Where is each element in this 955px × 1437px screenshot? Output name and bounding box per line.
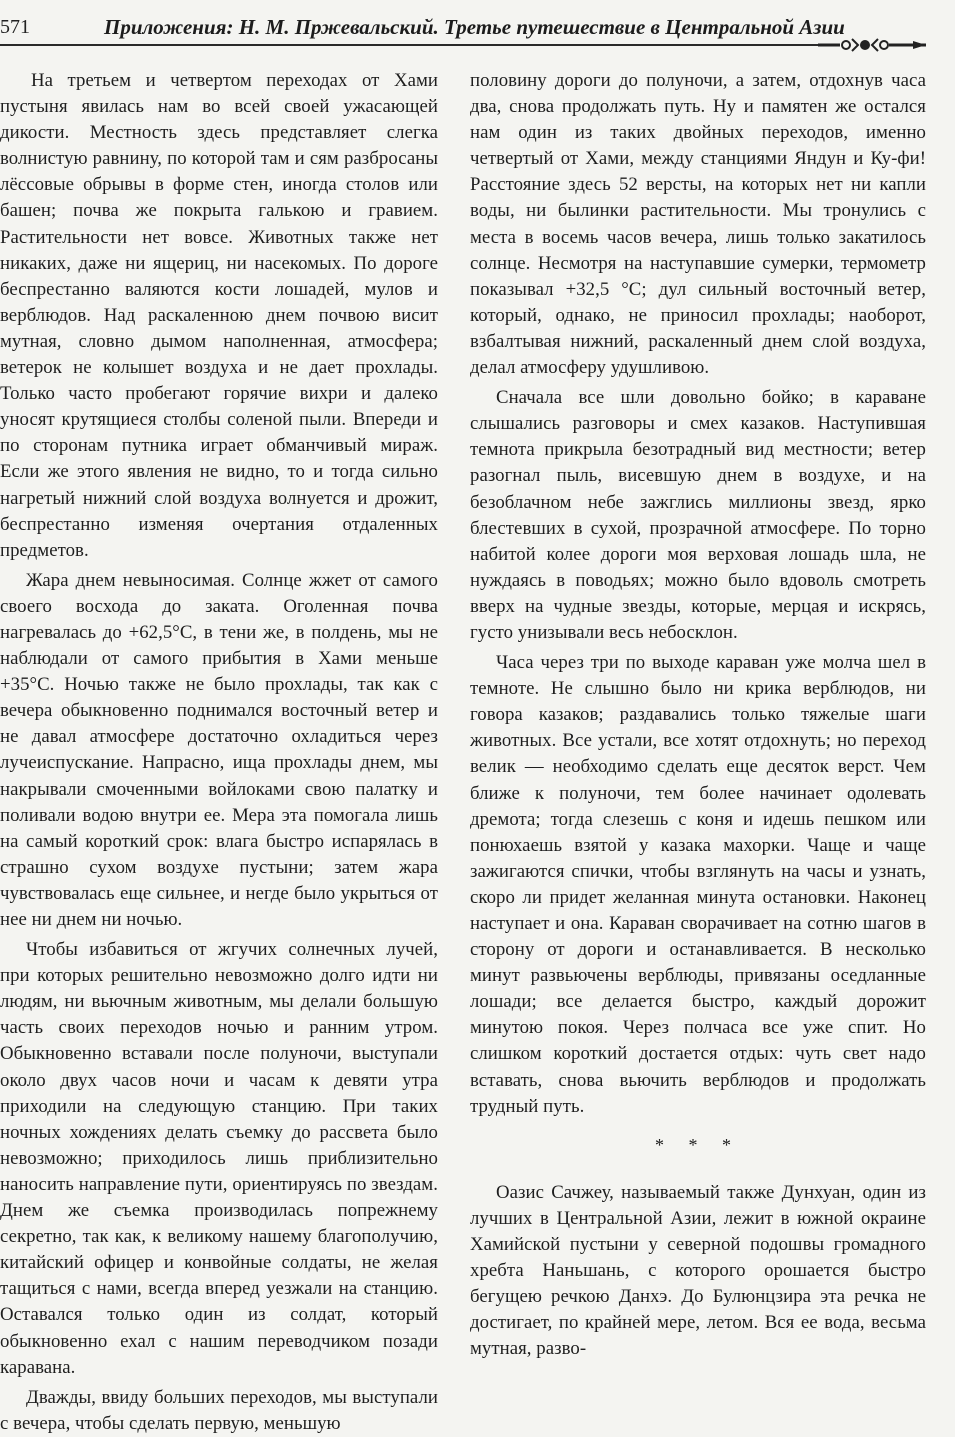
right-column	[470, 68, 926, 1362]
page-header	[0, 0, 955, 58]
running-title: Приложения: Н. М. Пржевальский. Третье путешествие в Центральной Азии	[104, 15, 845, 39]
header-rule	[0, 44, 820, 46]
decorative-ornament-icon	[818, 34, 928, 56]
paragraph: Сначала все шли довольно бойко; в караване слышались разговоры и смех казаков. Наступившая темнота прикрыла безотрадный вид местности; ветер разогнал пыль, висевшую днем в воздухе, и на безоблачном небе зажглись миллионы звезд, ярко блестевших в сухой, прозрачной атмосфере. По торно набитой колее дороги моя верховая лошадь шла, не нуждаясь в поводьях; можно было вдоволь смотреть вверх на чудные звезды, которые, мерцая и искрясь, густо унизывали весь небосклон.	[470, 387, 926, 643]
left-column	[0, 68, 438, 1437]
page-number: 571	[0, 16, 30, 38]
paragraph: Часа через три по выходе караван уже молча шел в темноте. Не слышно было ни крика верблюдов, ни говора казаков; раздавались только тяжелые шаги животных. Все устали, все хотят отдохнуть; но переход велик — необходимо сделать еще десяток верст. Чем ближе к полуночи, тем более начинает одолевать дремота; тогда слезешь с коня и идешь пешком или понюхаешь взятой у казака махорки. Чаще и чаще зажигаются спички, чтобы взглянуть на часы и узнать, скоро ли придет желанная минута остановки. Наконец наступает и она. Караван сворачивает на сотню шагов в сторону от дороги и останавливается. В несколько минут развьючены верблюды, привязаны оседланные лошади; все делается быстро, каждый дорожит минутою покоя. Через полчаса все уже спит. Но слишком короткий достается отдых: чуть свет надо вставать, снова вьючить верблюдов и продолжать трудный путь.	[470, 652, 926, 1117]
paragraph: Жара днем невыносимая. Солнце жжет от самого своего восхода до заката. Оголенная почва нагревалась до +62,5°C, в тени же, в полдень, мы не наблюдали от самого прибытия в Хами меньше +35°C. Ночью также не было прохлады, так как с вечера обыкновенно поднимался восточный ветер и не давал атмосфере достаточно охладиться через лучеиспускание. Напрасно, ища прохлады днем, мы накрывали смоченными войлоками свою палатку и поливали водою внутри ее. Мера эта помогала лишь на самый короткий срок: влага быстро испарялась в страшно сухом воздухе пустыни; затем жара чувствовалась еще сильнее, и негде было укрыться от нее ни днем ни ночью.	[0, 569, 438, 930]
paragraph: Оазис Сачжеу, называемый также Дунхуан, один из лучших в Центральной Азии, лежит в южной окраине Хамийской пустыни у северной подошвы громадного хребта Наньшань, с которого орошается быстро бегущею речкою Данхэ. До Булюнцзира эта речка не достигает, по крайней мере, летом. Вся ее вода, весьма мутная, разво-	[470, 1181, 926, 1360]
paragraph: Чтобы избавиться от жгучих солнечных лучей, при которых решительно невозможно долго идти ни людям, ни вьючным животным, мы делали большую часть своих переходов ночью и ранним утром. Обыкновенно вставали после полуночи, выступали около двух часов ночи и часам к девяти утра приходили на следующую станцию. При таких ночных хождениях делать съемку до рассвета было невозможно; приходилось лишь приблизительно наносить направление пути, ориентируясь по звездам. Днем же съемка производилась попрежнему секретно, так как, к великому нашему благополучию, китайский офицер и конвойные солдаты, не желая тащиться с нами, всегда вперед уезжали на станцию. Оставался только один из солдат, который обыкновенно ехал с нашим переводчиком позади каравана.	[0, 939, 438, 1378]
paragraph: половину дороги до полуночи, а затем, отдохнув часа два, снова продолжать путь. Ну и памятен же остался нам один из таких двойных переходов, именно четвертый от Хами, между станциями Яндун и Ку-фи! Расстояние здесь 52 версты, на которых нет ни капли воды, ни былинки растительности. Мы тронулись с места в восемь часов вечера, лишь только закатилось солнце. Несмотря на наступавшие сумерки, термометр показывал +32,5 °C; дул сильный восточный ветер, который, однако, не приносил прохлады; наоборот, взбалтывая нижний, раскаленный днем слой воздуха, делал атмосферу удушливою.	[470, 70, 926, 379]
section-separator: * * *	[655, 1134, 741, 1155]
paragraph: На третьем и четвертом переходах от Хами пустыня явилась нам во всей своей ужасающей дикости. Местность здесь представляет слегка волнистую равнину, по которой там и сям разбросаны лёссовые обрывы в форме стен, иногда столов или башен; почва же покрыта галькою и гравием. Растительности нет вовсе. Животных также нет никаких, даже ни ящериц, ни насекомых. По дороге беспрестанно валяются кости лошадей, мулов и верблюдов. Над раскаленною днем почвою висит мутная, словно дымом наполненная, атмосфера; ветерок не колышет воздуха и не дает прохлады. Только часто пробегают горячие вихри и далеко уносят крутящиеся столбы соленой пыли. Впереди и по сторонам путника играет обманчивый мираж. Если же этого явления не видно, то и тогда сильно нагретый нижний слой воздуха волнуется и дрожит, беспрестанно изменяя очертания отдаленных предметов.	[0, 70, 438, 561]
paragraph: Дважды, ввиду больших переходов, мы выступали с вечера, чтобы сделать первую, меньшую	[0, 1386, 438, 1434]
